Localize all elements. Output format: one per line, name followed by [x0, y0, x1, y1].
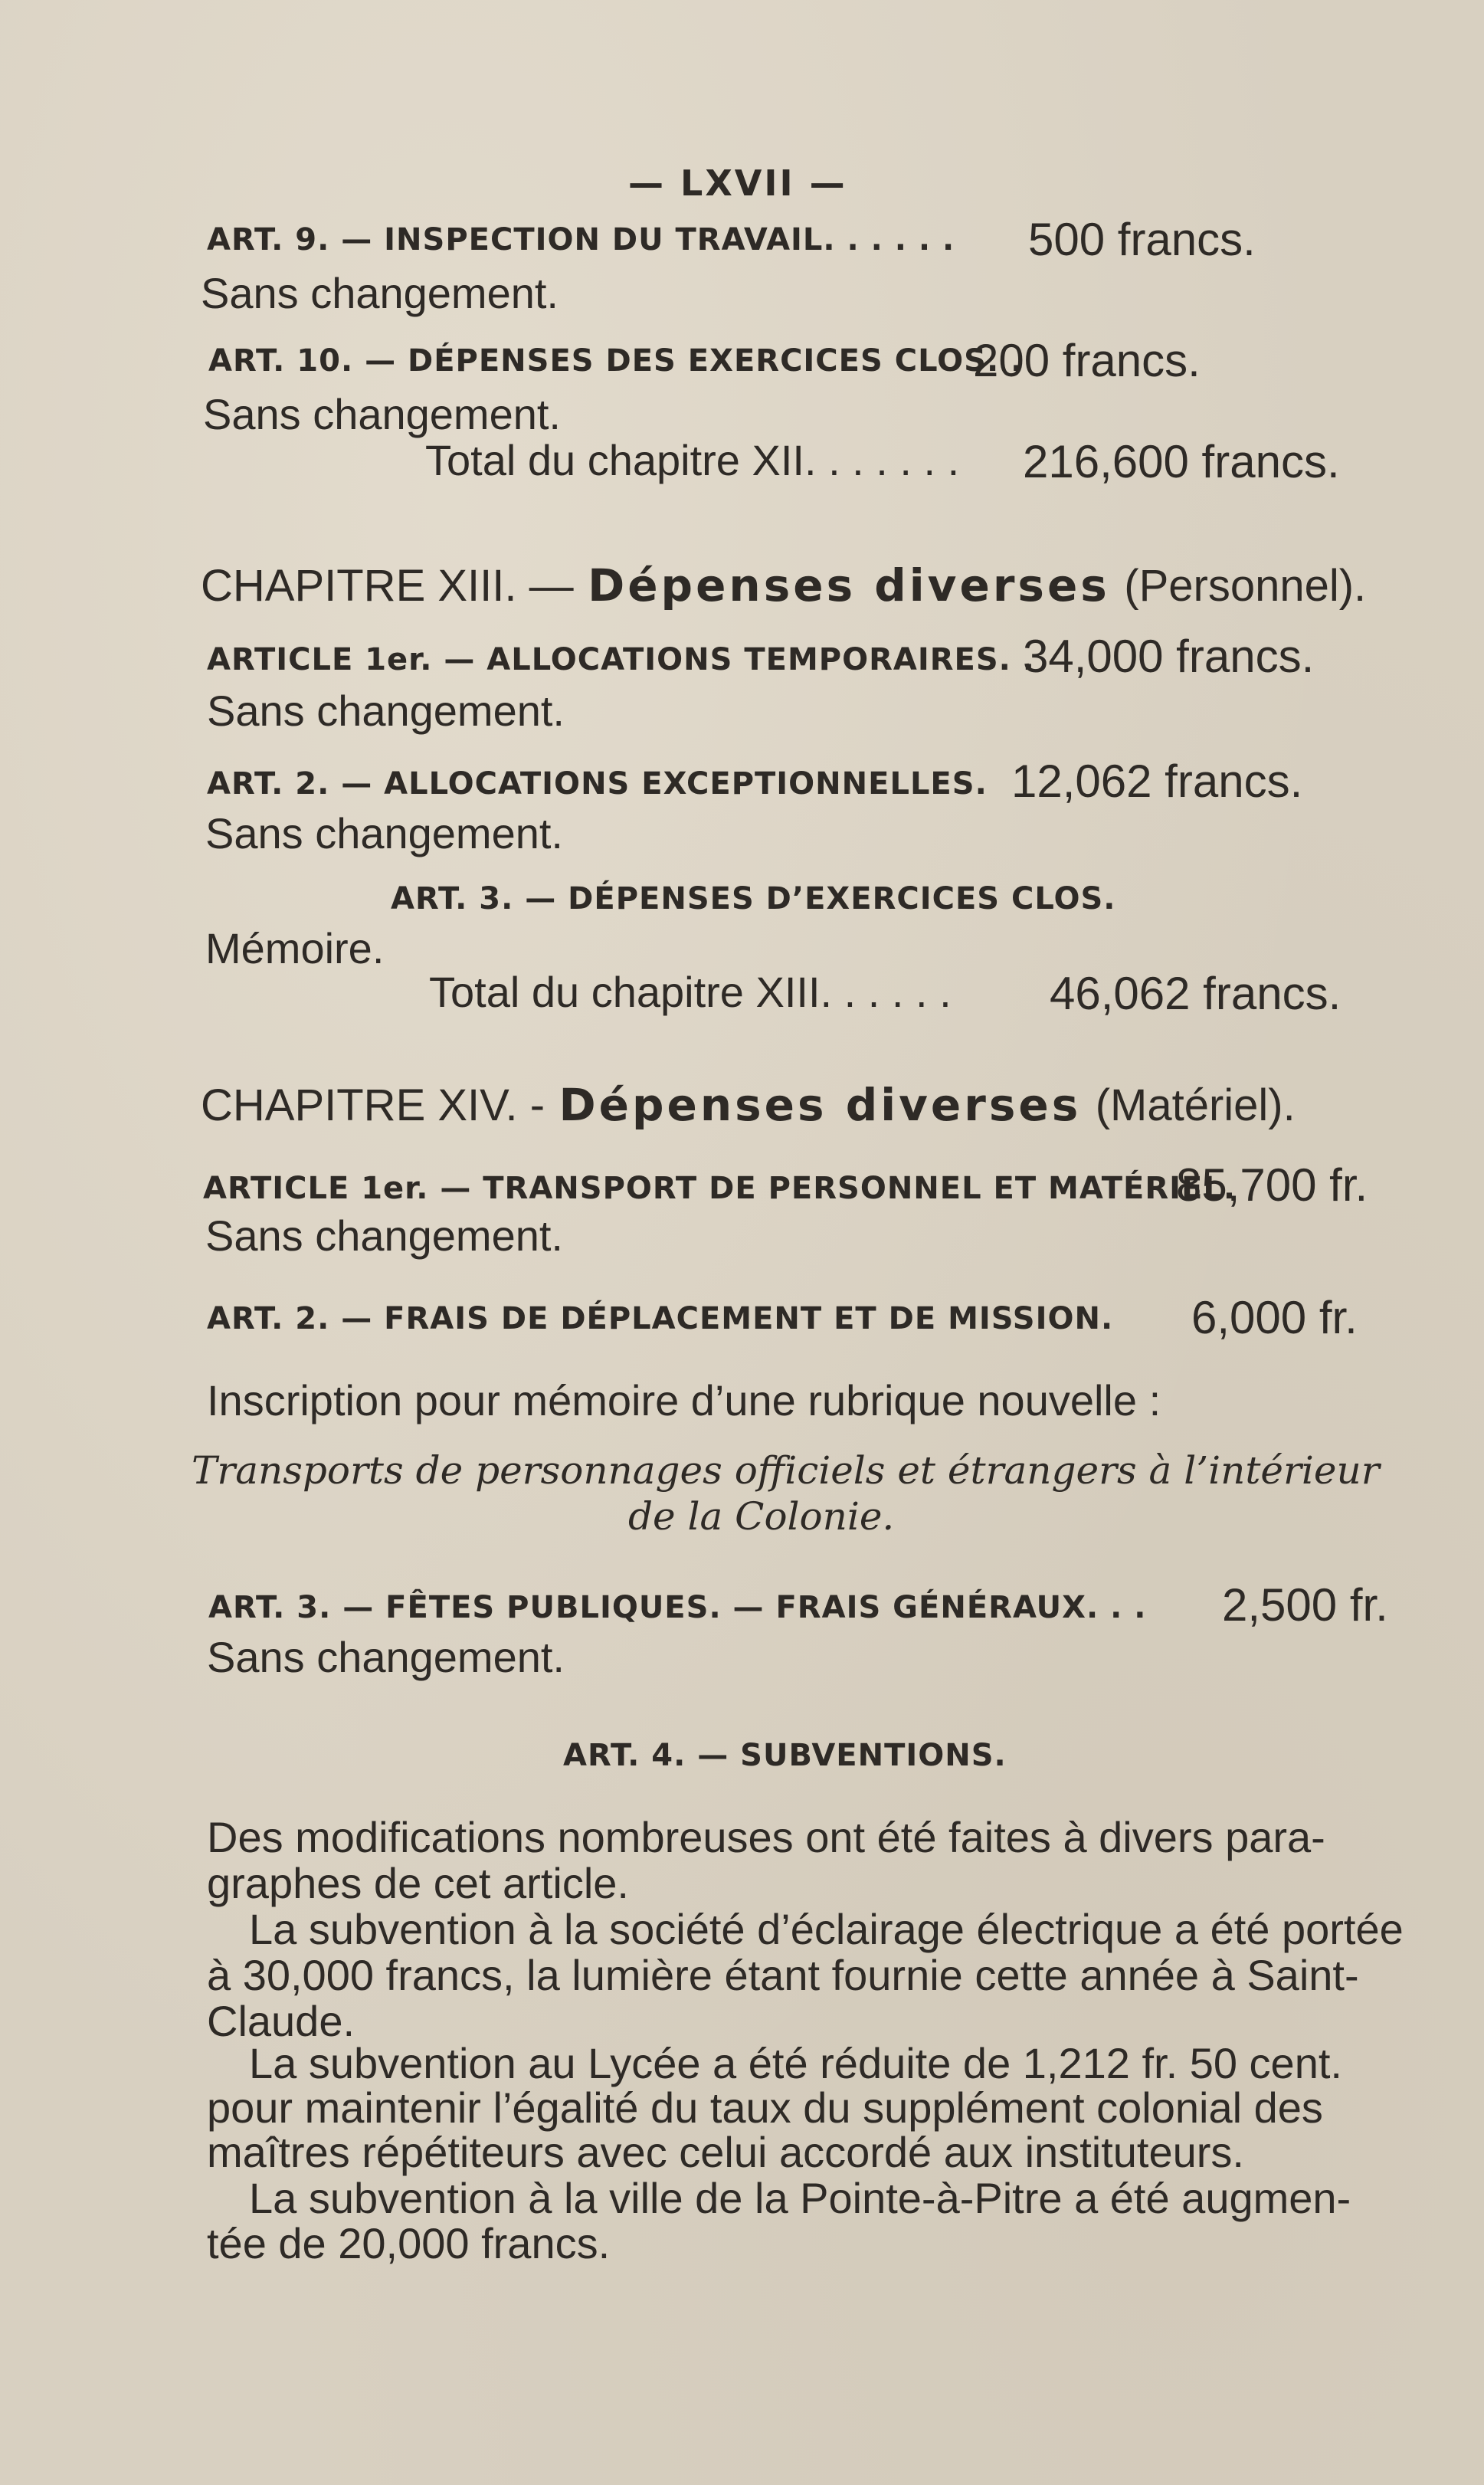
ch14-art4-title: ART. 4. — SUBVENTIONS. [563, 1738, 1007, 1773]
art10-title: ART. 10. — DÉPENSES DES EXERCICES CLOS. . [208, 343, 1024, 379]
paragraph-line: La subvention au Lycée a été réduite de 1,212 fr. 50 cent. [249, 2039, 1342, 2087]
running-head: — LXVII — [628, 162, 847, 204]
ch14-art2-amount: 6,000 fr. [1191, 1292, 1358, 1343]
chapter13-lead: CHAPITRE XIII. — [201, 561, 574, 611]
ch13-art3-note: Mémoire. [205, 924, 385, 972]
ch13-art2-note: Sans changement. [205, 809, 563, 857]
art9-title: ART. 9. — INSPECTION DU TRAVAIL. . . . . . [207, 222, 955, 257]
paragraph-line: Claude. [207, 1997, 355, 2045]
ch13-art3-title: ART. 3. — DÉPENSES D’EXERCICES CLOS. [391, 881, 1116, 916]
chapter13-subtitle: (Personnel). [1124, 561, 1367, 611]
paragraph-line: pour maintenir l’égalité du taux du supplément colonial des [207, 2083, 1323, 2132]
ch13-art1-title: ARTICLE 1er. — ALLOCATIONS TEMPORAIRES. . [207, 642, 1035, 677]
chapter14-title: Dépenses diverses [559, 1079, 1082, 1131]
ch14-art1-note: Sans changement. [205, 1211, 563, 1260]
paragraph-line: tée de 20,000 francs. [207, 2219, 611, 2267]
chapter14-lead: CHAPITRE XIV. - [201, 1080, 545, 1130]
ch14-art1-title: ARTICLE 1er. — TRANSPORT DE PERSONNEL ET MATÉRIEL. [203, 1171, 1237, 1206]
art9-note: Sans changement. [201, 269, 559, 317]
paragraph-line: La subvention à la ville de la Pointe-à-Pitre a été augmen- [249, 2174, 1351, 2222]
ch13-art2-amount: 12,062 francs. [1011, 756, 1303, 807]
ch13-art1-amount: 34,000 francs. [1023, 631, 1315, 682]
ch14-art2-note: Inscription pour mémoire d’une rubrique nouvelle : [207, 1376, 1161, 1424]
ch14-art2-rubric-line2: de la Colonie. [628, 1494, 895, 1539]
ch14-art2-rubric-line1: Transports de personnages officiels et étrangers à l’intérieur [192, 1448, 1380, 1493]
paragraph-line: graphes de cet article. [207, 1859, 629, 1907]
paragraph-line: à 30,000 francs, la lumière étant fournie cette année à Saint- [207, 1951, 1359, 1999]
paragraph-line: maîtres répétiteurs avec celui accordé aux instituteurs. [207, 2128, 1244, 2176]
paragraph-line: La subvention à la société d’éclairage électrique a été portée [249, 1905, 1404, 1953]
total12-label: Total du chapitre XII. . . . . . . [425, 436, 960, 484]
chapter14-subtitle: (Matériel). [1095, 1080, 1296, 1130]
art10-note: Sans changement. [203, 390, 561, 438]
art10-amount: 200 francs. [973, 335, 1201, 386]
chapter13-heading [201, 559, 1366, 611]
ch13-art1-note: Sans changement. [207, 687, 565, 735]
ch14-art3-amount: 2,500 fr. [1222, 1579, 1388, 1631]
chapter14-heading [201, 1079, 1296, 1131]
art9-amount: 500 francs. [1028, 214, 1256, 265]
ch14-art1-amount: 85,700 fr. [1176, 1159, 1368, 1211]
paragraph-line: Des modifications nombreuses ont été faites à divers para- [207, 1813, 1325, 1861]
total13-label: Total du chapitre XIII. . . . . . [429, 968, 952, 1016]
ch14-art3-note: Sans changement. [207, 1633, 565, 1681]
ch13-art2-title: ART. 2. — ALLOCATIONS EXCEPTIONNELLES. [207, 766, 988, 802]
chapter13-title: Dépenses diverses [588, 559, 1110, 611]
total12-amount: 216,600 francs. [1023, 436, 1340, 487]
ch14-art3-title: ART. 3. — FÊTES PUBLIQUES. — FRAIS GÉNÉRAUX. . . [208, 1590, 1147, 1625]
total13-amount: 46,062 francs. [1050, 968, 1341, 1019]
ch14-art2-title: ART. 2. — FRAIS DE DÉPLACEMENT ET DE MISSION. [207, 1301, 1114, 1336]
